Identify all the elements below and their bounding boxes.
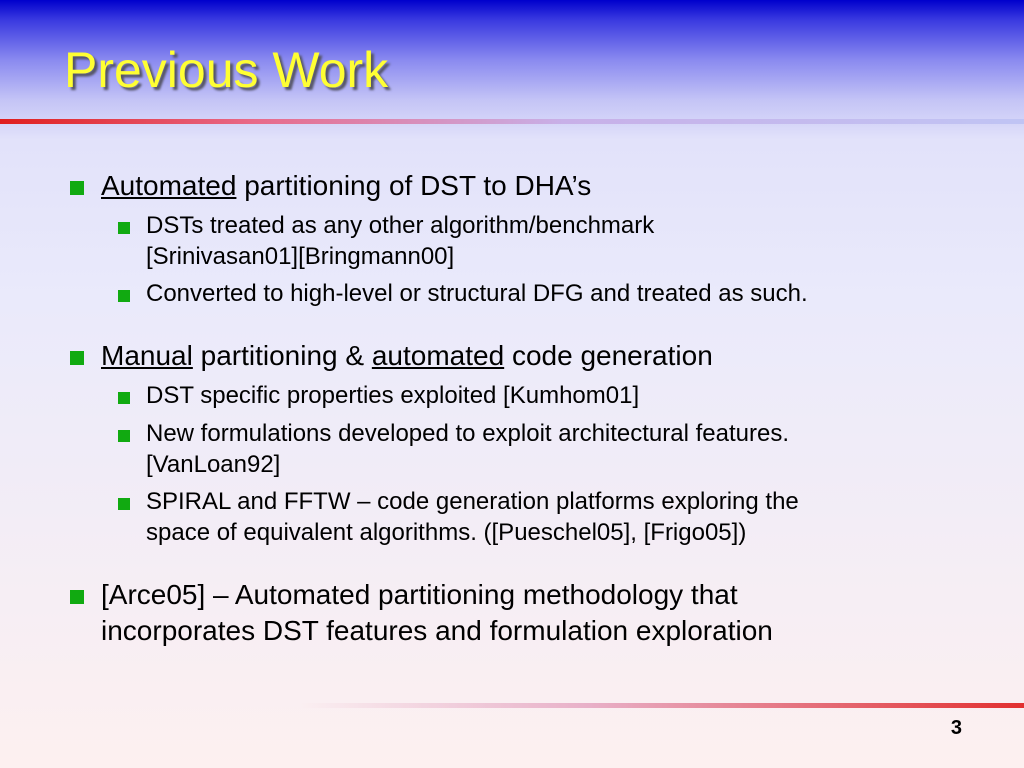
title-divider xyxy=(0,119,1024,124)
sub-bullet-2-2-line-2: [VanLoan92] xyxy=(146,451,281,478)
sub-bullet-marker xyxy=(118,392,130,404)
bullet-2-text xyxy=(101,337,713,374)
bullet-2-middle: partitioning & xyxy=(192,340,372,371)
bullet-1-underlined: Automated xyxy=(101,170,237,201)
page-number: 3 xyxy=(950,717,962,739)
bullet-3-line-2: incorporates DST features and formulation exploration xyxy=(101,615,773,646)
sub-bullet-marker xyxy=(118,498,130,510)
bullet-1-text xyxy=(101,167,591,204)
bullet-3-line-1: [Arce05] – Automated partitioning methodology that xyxy=(101,579,738,610)
bullet-2-rest: code generation xyxy=(504,340,713,371)
bullet-2-underlined: Manual xyxy=(101,340,193,371)
sub-bullet-2-2-line-1: New formulations developed to exploit architectural features. xyxy=(146,420,790,447)
slide-title: Previous Work xyxy=(64,42,389,98)
sub-bullet-2-3-line-1: SPIRAL and FFTW – code generation platforms exploring the xyxy=(146,488,799,515)
bullet-1-rest: partitioning of DST to DHA’s xyxy=(236,170,592,201)
sub-bullet-2-1-line-1: DST specific properties exploited [Kumhom01] xyxy=(146,382,640,409)
sub-bullet-marker xyxy=(118,290,130,302)
footer-divider xyxy=(300,703,1024,708)
sub-bullet-marker xyxy=(118,222,130,234)
sub-bullet-marker xyxy=(118,430,130,442)
sub-bullet-2-3-line-2: space of equivalent algorithms. ([Pueschel05], [Frigo05]) xyxy=(146,519,747,546)
bullet-2-underlined-2: automated xyxy=(371,340,505,371)
bullet-marker xyxy=(70,181,84,195)
sub-bullet-1-1-line-2: [Srinivasan01][Bringmann00] xyxy=(146,243,455,270)
sub-bullet-1-1-line-1: DSTs treated as any other algorithm/benchmark xyxy=(146,212,655,239)
bullet-marker xyxy=(70,351,84,365)
bullet-marker xyxy=(70,590,84,604)
sub-bullet-1-2-line-1: Converted to high-level or structural DFG and treated as such. xyxy=(146,280,808,307)
